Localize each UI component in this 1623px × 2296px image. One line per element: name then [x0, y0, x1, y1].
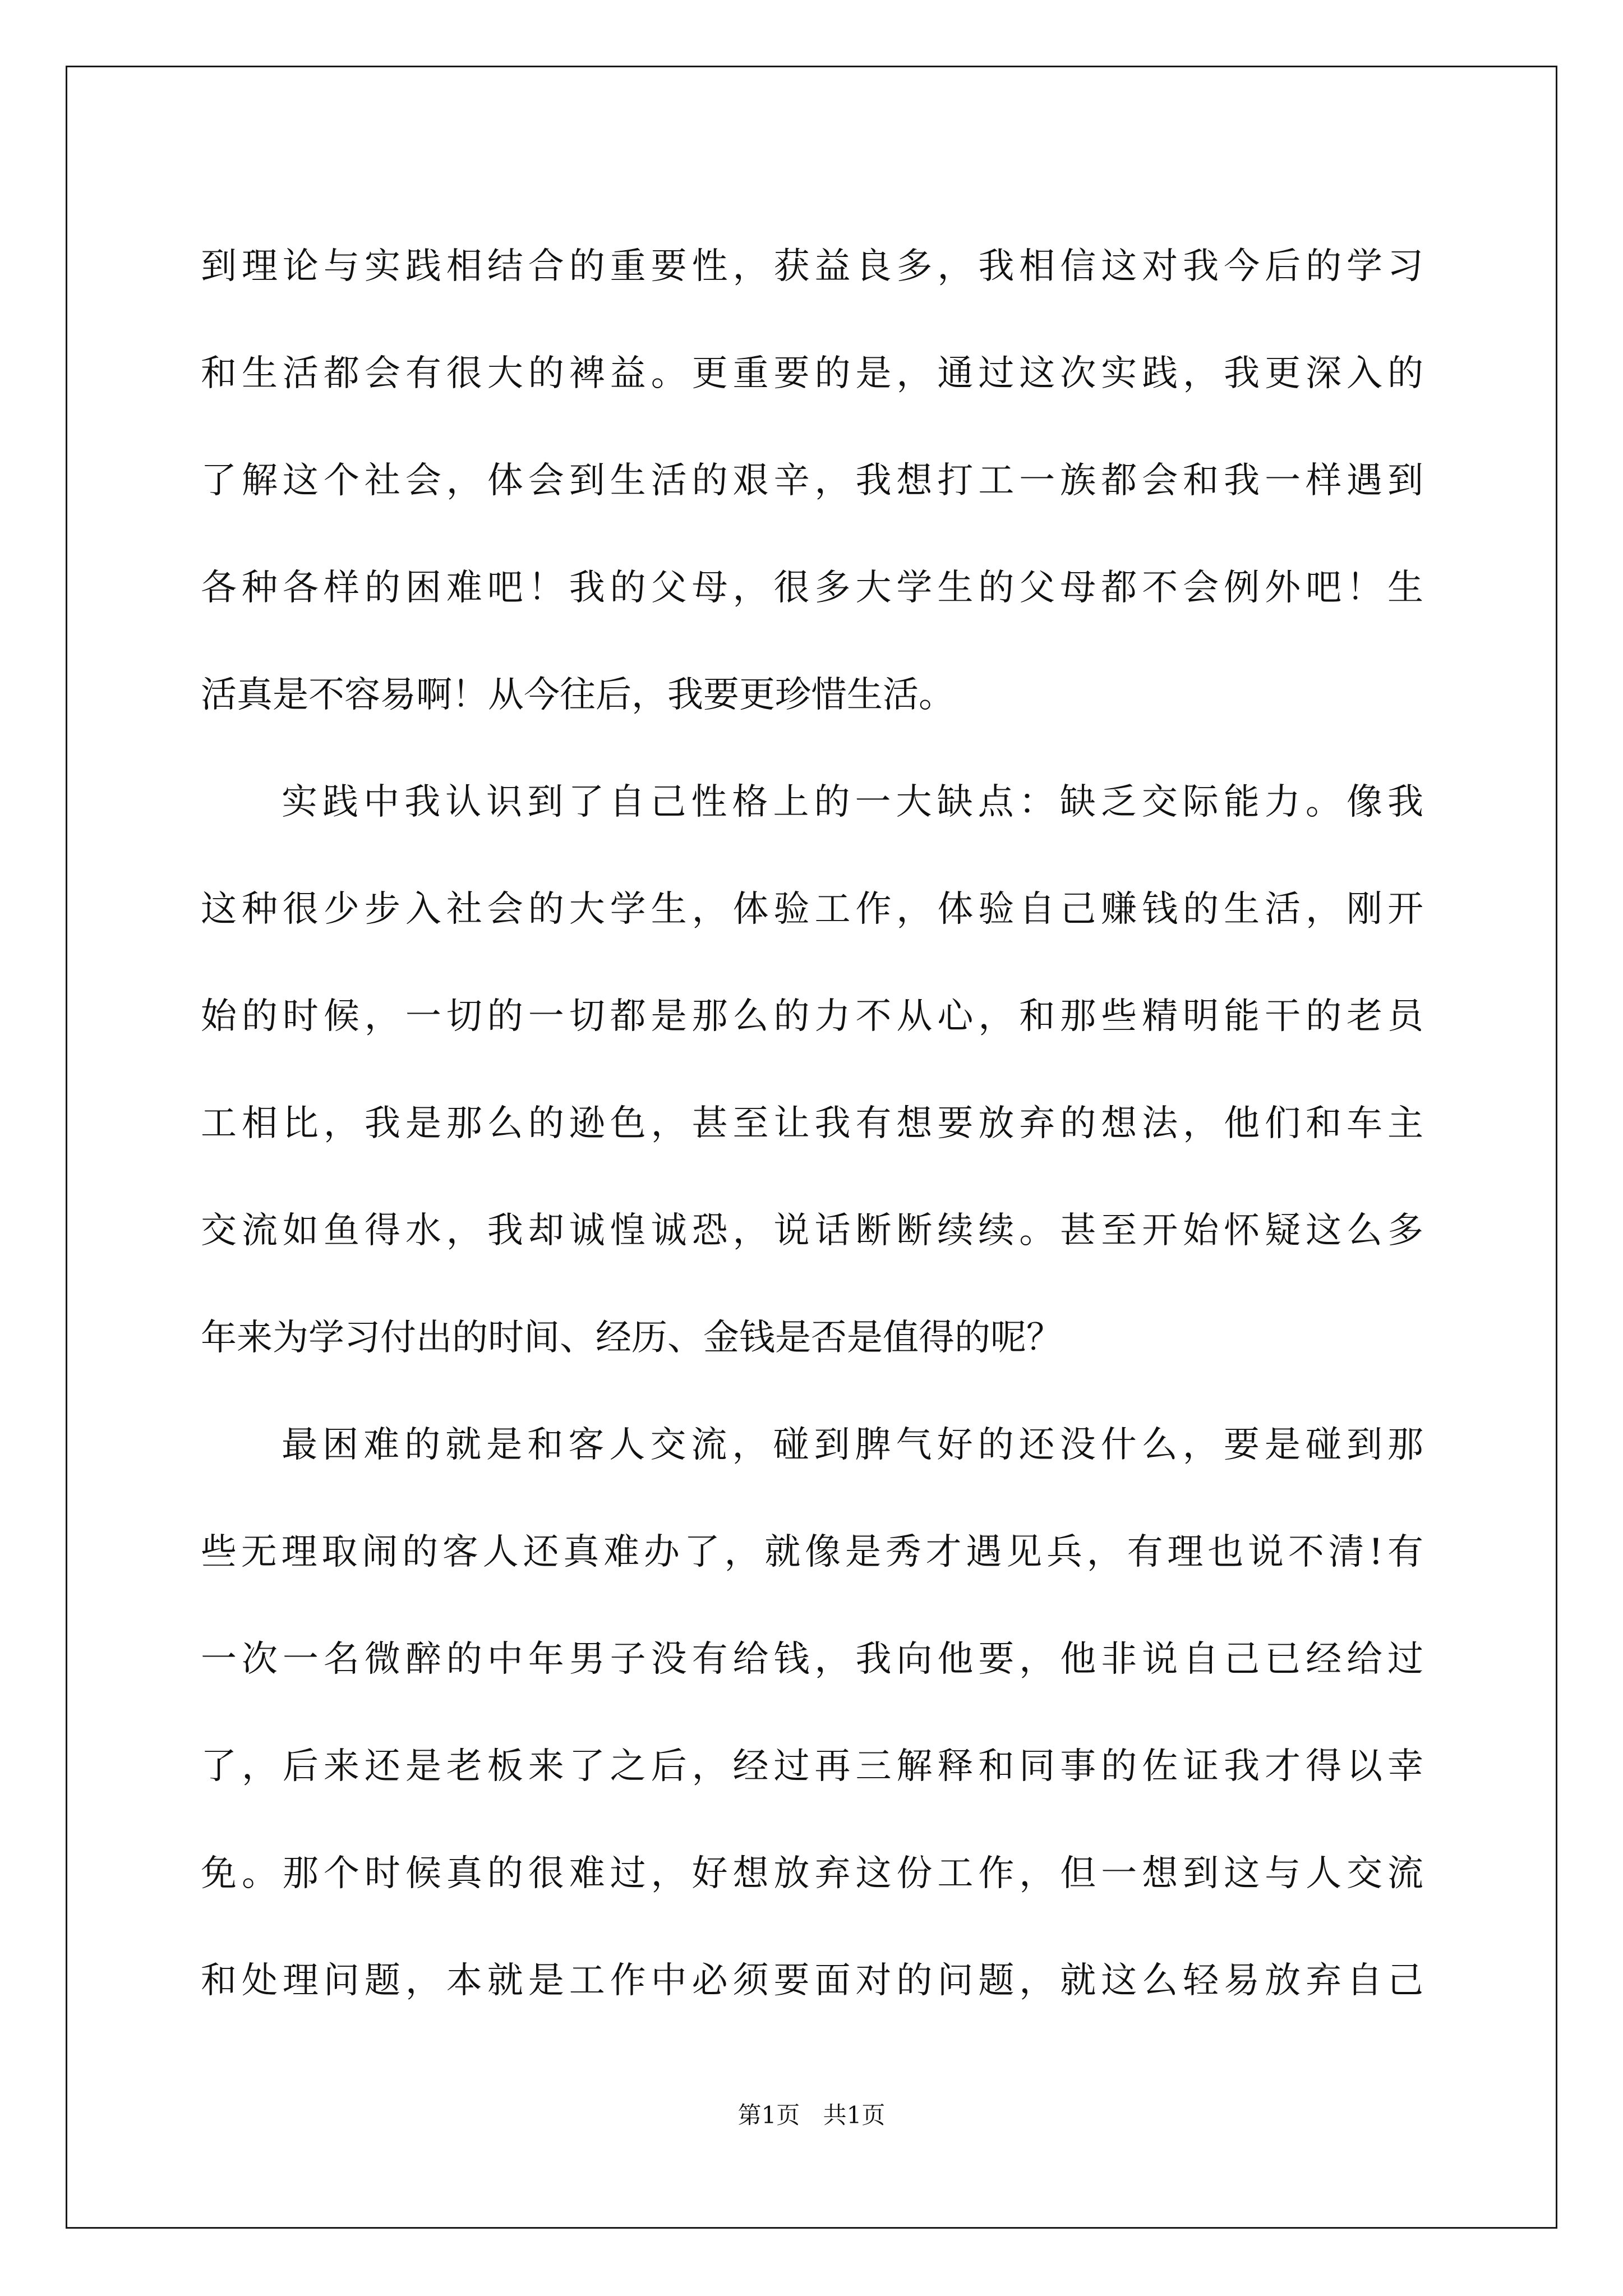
text-line: 些无理取闹的客人还真难办了，就像是秀才遇见兵，有理也说不清!有	[201, 1531, 1423, 1573]
text-line: 最困难的就是和客人交流，碰到脾气好的还没什么，要是碰到那	[282, 1424, 1423, 1466]
text-line: 免。那个时候真的很难过，好想放弃这份工作，但一想到这与人交流	[201, 1853, 1423, 1894]
page-number: 第1页	[737, 2101, 800, 2129]
text-line: 年来为学习付出的时间、经历、金钱是否是值得的呢？	[201, 1317, 1062, 1359]
text-line: 工相比，我是那么的逊色，甚至让我有想要放弃的想法，他们和车主	[201, 1103, 1423, 1144]
page-total: 共1页	[823, 2101, 886, 2129]
text-line: 实践中我认识到了自己性格上的一大缺点：缺乏交际能力。像我	[282, 781, 1423, 823]
text-line: 各种各样的困难吧！我的父母，很多大学生的父母都不会例外吧！生	[201, 567, 1423, 609]
text-line: 一次一名微醉的中年男子没有给钱，我向他要，他非说自己已经给过	[201, 1639, 1423, 1680]
text-line: 和生活都会有很大的裨益。更重要的是，通过这次实践，我更深入的	[201, 353, 1423, 394]
text-line: 活真是不容易啊！从今往后，我要更珍惜生活。	[201, 674, 955, 716]
text-line: 到理论与实践相结合的重要性，获益良多，我相信这对我今后的学习	[201, 246, 1423, 287]
text-line: 交流如鱼得水，我却诚惶诚恐，说话断断续续。甚至开始怀疑这么多	[201, 1210, 1423, 1251]
text-line: 这种很少步入社会的大学生，体验工作，体验自己赚钱的生活，刚开	[201, 889, 1423, 930]
page-footer	[0, 2097, 1623, 2131]
text-line: 和处理问题，本就是工作中必须要面对的问题，就这么轻易放弃自己	[201, 1960, 1423, 2001]
text-line: 了解这个社会，体会到生活的艰辛，我想打工一族都会和我一样遇到	[201, 460, 1423, 501]
text-line: 始的时候，一切的一切都是那么的力不从心，和那些精明能干的老员	[201, 996, 1423, 1037]
document-body	[201, 213, 1423, 2035]
text-line: 了，后来还是老板来了之后，经过再三解释和同事的佐证我才得以幸	[201, 1746, 1423, 1787]
